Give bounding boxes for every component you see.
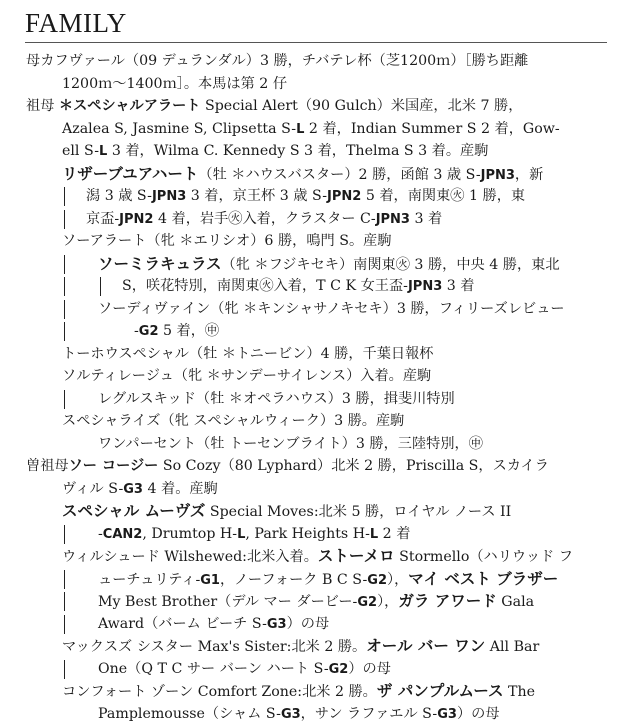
- pedigree-line: [26, 410, 611, 433]
- pedigree-line: [26, 388, 611, 411]
- text-segment: -: [98, 526, 103, 542]
- grade-label: JPN2: [119, 212, 153, 227]
- pedigree-line: [26, 163, 611, 186]
- pedigree-line: [26, 703, 611, 725]
- pedigree-line: [26, 568, 611, 591]
- text-segment: Gala: [497, 594, 534, 610]
- pedigree-line: [26, 613, 611, 636]
- lineage-bar: [64, 660, 65, 679]
- text-segment: 母カフヴァール（09 デュランダル）3 勝，チバテレ杯（芝1200ｍ）［勝ち距離: [26, 53, 528, 69]
- grade-label: L: [370, 527, 378, 542]
- pedigree-line: [26, 455, 611, 478]
- text-segment: （牡 ＊ハウスバスター）2 勝，函館 3 歳 S-: [198, 167, 480, 183]
- grade-label: G2: [139, 324, 159, 339]
- text-segment: ，ノーフォーク B C S-: [220, 572, 367, 588]
- text-segment: 1200ｍ〜1400ｍ］。本馬は第 2 仔: [62, 76, 287, 92]
- text-segment: ，サン ラファエル S-: [301, 706, 438, 722]
- pedigree-line: [26, 545, 611, 568]
- text-segment: 4 着。産駒: [143, 481, 218, 497]
- pedigree-line: [26, 298, 611, 321]
- horse-name: スペシャル ムーヴズ: [62, 502, 205, 520]
- horse-name: リザーブユアハート: [62, 165, 198, 183]
- text-segment: 3 着，京王杯 3 歳 S-: [186, 188, 327, 204]
- lineage-bar: [64, 390, 65, 409]
- text-segment: So Cozy（80 Lyphard）北米 2 勝，Priscilla S，スカイラ: [158, 458, 549, 474]
- grade-label: G3: [123, 482, 143, 497]
- text-segment: トーホウスペシャル（牡 ＊トニービン）4 勝，千葉日報杯: [62, 346, 433, 362]
- pedigree-line: [26, 73, 611, 96]
- text-segment: Special Alert（90 Gulch）米国産，北米 7 勝，: [200, 98, 522, 114]
- text-segment: スペシャライズ（牝 スペシャルウィーク）3 勝。産駒: [62, 413, 404, 429]
- text-segment: 2 着: [378, 526, 410, 542]
- grade-label: JPN3: [152, 189, 186, 204]
- grade-label: G3: [267, 617, 287, 632]
- lineage-bar: [64, 592, 65, 611]
- text-segment: 2 着，Indian Summer S 2 着，Gow-: [304, 121, 559, 137]
- grade-label: G2: [367, 573, 387, 588]
- pedigree-line: [26, 253, 611, 276]
- text-segment: The: [503, 684, 535, 700]
- lineage-bar: [64, 187, 65, 206]
- grade-label: G3: [281, 707, 301, 722]
- text-segment: Stormello（ハリウッド フ: [395, 549, 573, 565]
- grade-label: L: [296, 122, 304, 137]
- grade-label: JPN3: [408, 279, 442, 294]
- section-title: FAMILY: [25, 6, 127, 40]
- horse-name: ストーメロ: [318, 547, 395, 565]
- lineage-bar: [100, 277, 101, 296]
- horse-name: マイ ベスト ブラザー: [408, 570, 558, 588]
- text-segment: レグルスキッド（牡 ＊オペラハウス）3 勝，揖斐川特別: [98, 391, 455, 407]
- grade-label: G3: [437, 707, 457, 722]
- pedigree-line: [26, 523, 611, 546]
- pedigree-line: [26, 500, 611, 523]
- grade-label: CAN2: [103, 527, 143, 542]
- pedigree-line: [26, 185, 611, 208]
- text-segment: マックスズ シスター Max's Sister:北米 2 勝。: [62, 639, 366, 655]
- family-pedigree-text: [26, 50, 611, 725]
- horse-name: ザ パンプルムース: [377, 682, 504, 700]
- pedigree-line: [26, 478, 611, 501]
- grade-label: JPN2: [327, 189, 361, 204]
- text-segment: ell S-: [62, 143, 99, 159]
- pedigree-line: [26, 208, 611, 231]
- lineage-bar: [64, 615, 65, 634]
- text-segment: Award（バーム ビーチ S-: [98, 616, 267, 632]
- text-segment: 潟 3 歳 S-: [86, 188, 152, 204]
- lineage-bar: [64, 300, 65, 319]
- pedigree-line: [26, 658, 611, 681]
- title-rule: [25, 42, 607, 43]
- text-segment: ヴィル S-: [62, 481, 123, 497]
- horse-name: ＊スペシャルアラート: [59, 98, 201, 114]
- text-segment: Special Moves:北米 5 勝，ロイヤル ノース II: [205, 504, 511, 520]
- pedigree-line: [26, 343, 611, 366]
- text-segment: ウィルシュード Wilshewed:北米入着。: [62, 549, 318, 565]
- lineage-bar: [64, 525, 65, 544]
- text-segment: 3 着，Wilma C. Kennedy S 3 着，Thelma S 3 着。産駒: [107, 143, 488, 159]
- text-segment: 5 着，㊥: [159, 323, 220, 339]
- text-segment: 4 着，岩手㊋入着，クラスター C-: [153, 211, 375, 227]
- text-segment: One（Q T C サー バーン ハート S-: [98, 661, 329, 677]
- pedigree-line: [26, 433, 611, 456]
- text-segment: My Best Brother（デル マー ダービー-: [98, 594, 357, 610]
- text-segment: 京盃-: [86, 211, 119, 227]
- grade-label: L: [237, 527, 245, 542]
- text-segment: , Drumtop H-: [142, 526, 237, 542]
- text-segment: ）の母: [457, 706, 500, 722]
- text-segment: 祖母: [26, 98, 59, 114]
- text-segment: ューチュリティ-: [98, 572, 200, 588]
- text-segment: ワンパーセント（牡 トーセンブライト）3 勝，三陸特別，㊥: [98, 436, 483, 452]
- text-segment: ）の母: [287, 616, 330, 632]
- grade-label: G2: [329, 662, 349, 677]
- text-segment: All Bar: [485, 639, 539, 655]
- pedigree-line: [26, 680, 611, 703]
- horse-name: オール バー ワン: [366, 637, 485, 655]
- grade-label: G2: [357, 595, 377, 610]
- pedigree-line: [26, 365, 611, 388]
- text-segment: コンフォート ゾーン Comfort Zone:北米 2 勝。: [62, 684, 377, 700]
- horse-name: ガラ アワード: [398, 592, 496, 610]
- text-segment: （牝 ＊フジキセキ）南関東㊋ 3 勝，中央 4 勝，東北: [222, 257, 560, 273]
- pedigree-line: [26, 320, 611, 343]
- text-segment: Pamplemousse（シャム S-: [98, 706, 281, 722]
- lineage-bar: [64, 277, 65, 296]
- text-segment: ），: [377, 594, 398, 610]
- grade-label: G1: [200, 573, 220, 588]
- lineage-bar: [64, 255, 65, 274]
- text-segment: Azalea S, Jasmine S, Clipsetta S-: [62, 121, 296, 137]
- pedigree-line: [26, 590, 611, 613]
- pedigree-line: [26, 95, 611, 118]
- pedigree-line: [26, 635, 611, 658]
- lineage-bar: [64, 322, 65, 341]
- text-segment: 曽祖母: [26, 458, 69, 474]
- text-segment: ，新: [515, 167, 543, 183]
- horse-name: ソー コージー: [69, 458, 159, 474]
- text-segment: ソーディヴァイン（牝 ＊キンシャサノキセキ）3 勝，フィリーズレビュー: [98, 301, 565, 317]
- pedigree-line: [26, 140, 611, 163]
- text-segment: 5 着，南関東㊋ 1 勝，東: [361, 188, 525, 204]
- text-segment: ）の母: [348, 661, 391, 677]
- text-segment: S，咲花特別，南関東㊋入着，T C K 女王盃-: [122, 278, 408, 294]
- text-segment: -: [134, 323, 139, 339]
- text-segment: 3 着: [442, 278, 474, 294]
- pedigree-line: [26, 50, 611, 73]
- text-segment: 3 着: [410, 211, 442, 227]
- grade-label: JPN3: [481, 168, 515, 183]
- lineage-bar: [64, 210, 65, 229]
- horse-name: ソーミラキュラス: [98, 255, 222, 273]
- pedigree-line: [26, 118, 611, 141]
- grade-label: L: [99, 144, 107, 159]
- lineage-bar: [64, 570, 65, 589]
- grade-label: JPN3: [376, 212, 410, 227]
- text-segment: ），: [387, 572, 408, 588]
- text-segment: ソーアラート（牝 ＊エリシオ）6 勝，鳴門 S。産駒: [62, 233, 392, 249]
- text-segment: , Park Heights H-: [245, 526, 369, 542]
- pedigree-line: [26, 230, 611, 253]
- pedigree-line: [26, 275, 611, 298]
- text-segment: ソルティレージュ（牝 ＊サンデーサイレンス）入着。産駒: [62, 368, 431, 384]
